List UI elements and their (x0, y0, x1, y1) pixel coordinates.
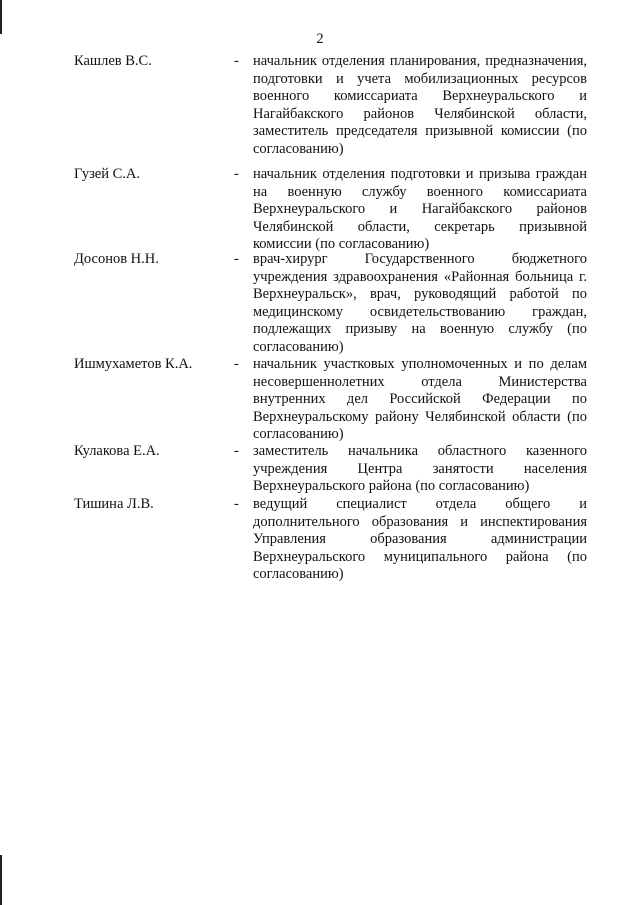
member-dash: - (234, 443, 239, 459)
member-name: Досонов Н.Н. (74, 251, 159, 267)
member-role: ведущий специалист отдела общего и дополнительного образования и инспектирования Управления образования администрации Верхнеуральского муниципального района (по согласованию) (253, 496, 587, 583)
member-name: Гузей С.А. (74, 166, 141, 182)
page-number: 2 (316, 31, 324, 47)
member-row (0, 53, 640, 166)
member-row (0, 443, 640, 496)
commission-member-list (0, 53, 640, 586)
member-role: начальник отделения подготовки и призыва граждан на военную службу военного комиссариата Верхнеуральского и Нагайбакского районов Челябинской области, секретарь призывной комиссии (по согласованию) (253, 166, 587, 253)
member-role: врач-хирург Государственного бюджетного учреждения здравоохранения «Районная больница г. Верхнеуральск», врач, руководящий работой по медицинскому освидетельствованию граждан, подлежащих призыву на военную службу (по согласованию) (253, 251, 587, 355)
scan-edge-mark (0, 0, 2, 34)
scan-edge-mark (0, 855, 2, 905)
member-name: Кашлев В.С. (74, 53, 152, 69)
member-row (0, 166, 640, 251)
member-name: Тишина Л.В. (74, 496, 154, 512)
member-dash: - (234, 53, 239, 69)
member-role: начальник участковых уполномоченных и по делам несовершеннолетних отдела Министерства внутренних дел Российской Федерации по Верхнеуральскому району Челябинской области (по согласованию) (253, 356, 587, 443)
member-name: Ишмухаметов К.А. (74, 356, 193, 372)
member-dash: - (234, 356, 239, 372)
member-row (0, 356, 640, 443)
member-row (0, 496, 640, 586)
member-role: начальник отделения планирования, предназначения, подготовки и учета мобилизационных ресурсов военного комиссариата Верхнеуральского и Нагайбакского районов Челябинской области, заместитель председателя призывной комиссии (по согласованию) (253, 53, 587, 157)
member-dash: - (234, 496, 239, 512)
member-dash: - (234, 166, 239, 182)
member-dash: - (234, 251, 239, 267)
member-row (0, 251, 640, 356)
member-role: заместитель начальника областного казенного учреждения Центра занятости населения Верхнеуральского района (по согласованию) (253, 443, 587, 495)
member-name: Кулакова Е.А. (74, 443, 160, 459)
